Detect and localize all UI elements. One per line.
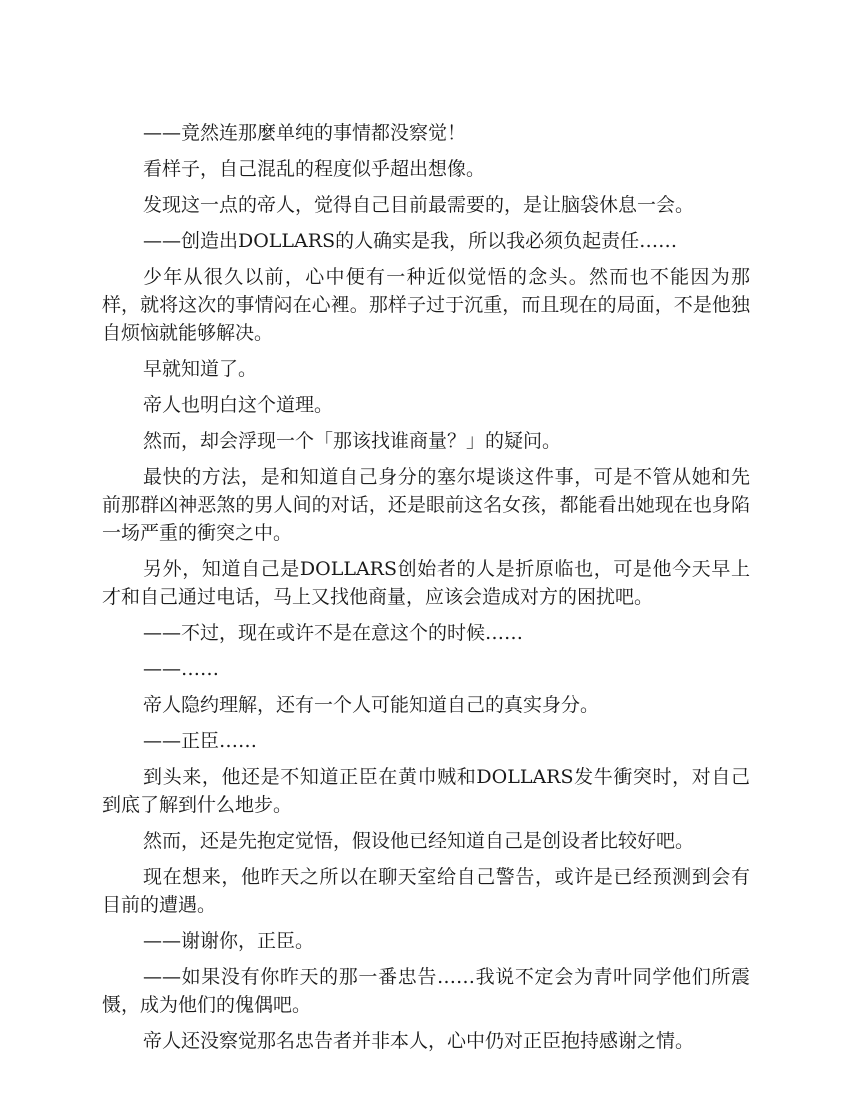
paragraph-12: ——…… xyxy=(143,658,219,680)
paragraph-20: 帝人还没察觉那名忠告者并非本人，心中仍对正臣抱持感谢之情。 xyxy=(143,1030,695,1052)
paragraph-5: 少年从很久以前，心中便有一种近似觉悟的念头。然而也不能因为那样，就将这次的事情闷在心裡。那样子过于沉重，而且现在的局面，不是他独自烦恼就能够解决。 xyxy=(102,266,750,344)
paragraph-17: 现在想来，他昨天之所以在聊天室给自己警告，或许是已经预测到会有目前的遭遇。 xyxy=(102,866,750,916)
paragraph-13: 帝人隐约理解，还有一个人可能知道自己的真实身分。 xyxy=(143,694,600,716)
paragraph-6: 早就知道了。 xyxy=(143,358,258,380)
paragraph-15: 到头来，他还是不知道正臣在黄巾贼和DOLLARS发牛衝突时，对自己到底了解到什么地步。 xyxy=(102,766,750,816)
paragraph-14: ——正臣…… xyxy=(143,730,258,752)
paragraph-4: ——创造出DOLLARS的人确实是我，所以我必须负起责任…… xyxy=(143,230,678,252)
paragraph-7: 帝人也明白这个道理。 xyxy=(143,394,334,416)
paragraph-3: 发现这一点的帝人，觉得自己目前最需要的，是让脑袋休息一会。 xyxy=(143,194,695,216)
paragraph-10: 另外，知道自己是DOLLARS创始者的人是折原临也，可是他今天早上才和自己通过电话，马上又找他商量，应该会造成对方的困扰吧。 xyxy=(102,558,750,608)
paragraph-16: 然而，还是先抱定觉悟，假设他已经知道自己是创设者比较好吧。 xyxy=(143,830,695,852)
paragraph-2: 看样子，自己混乱的程度似乎超出想像。 xyxy=(143,158,486,180)
paragraph-1: ——竟然连那麼单纯的事情都没察觉！ xyxy=(143,122,467,144)
paragraph-18: ——谢谢你，正臣。 xyxy=(143,930,315,952)
paragraph-11: ——不过，现在或许不是在意这个的时候…… xyxy=(143,622,524,644)
paragraph-8: 然而，却会浮现一个「那该找谁商量？」的疑问。 xyxy=(143,430,562,452)
paragraph-19: ——如果没有你昨天的那一番忠告……我说不定会为青叶同学他们所震慑，成为他们的傀偶吧。 xyxy=(102,966,750,1016)
paragraph-9: 最快的方法，是和知道自己身分的塞尔堤谈这件事，可是不管从她和先前那群凶神恶煞的男人间的对话，还是眼前这名女孩，都能看出她现在也身陷一场严重的衝突之中。 xyxy=(102,466,750,544)
